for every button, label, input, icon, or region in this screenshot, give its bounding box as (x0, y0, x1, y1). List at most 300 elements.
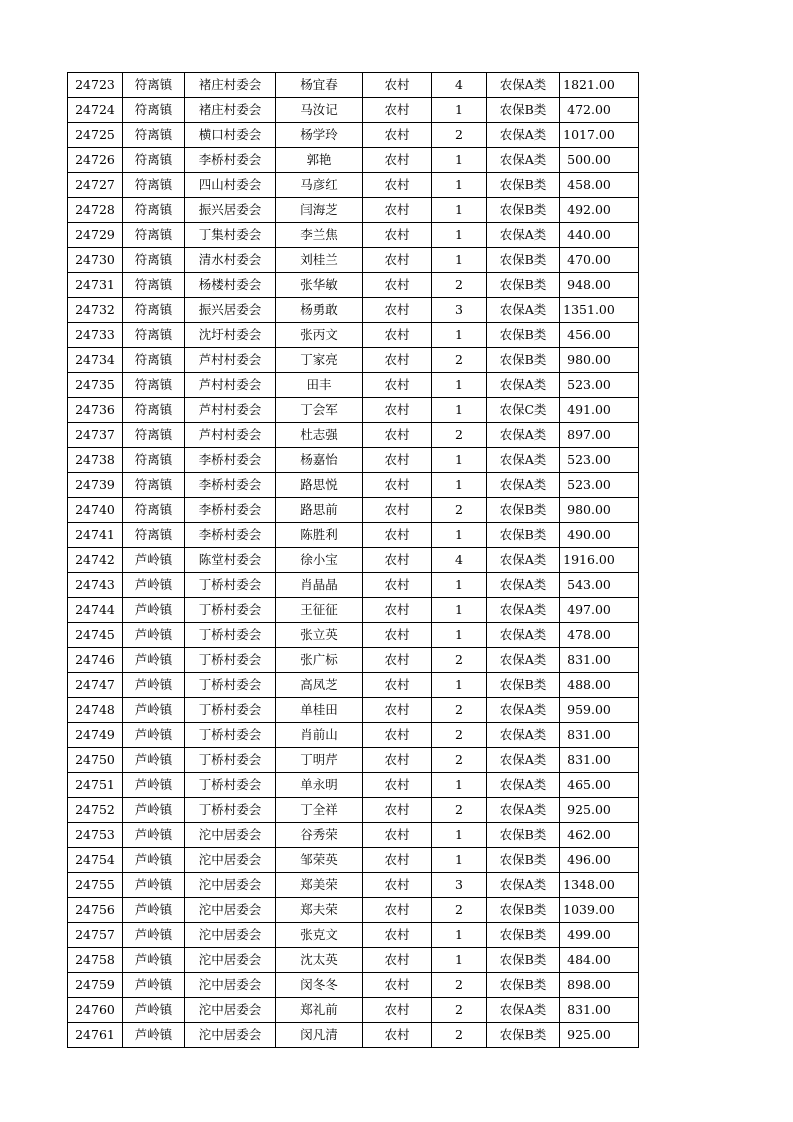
record-id-cell: 24733 (68, 323, 123, 348)
town-cell: 芦岭镇 (123, 723, 185, 748)
table-row (68, 98, 639, 123)
insurance-category-cell: 农保B类 (487, 823, 560, 848)
record-id-cell: 24741 (68, 523, 123, 548)
amount-cell: 497.00 (560, 598, 639, 623)
insurance-category-cell: 农保A类 (487, 423, 560, 448)
village-committee-cell: 丁桥村委会 (185, 573, 276, 598)
town-cell: 符离镇 (123, 223, 185, 248)
amount-cell: 898.00 (560, 973, 639, 998)
insurance-category-cell: 农保A类 (487, 573, 560, 598)
residence-type-cell: 农村 (363, 673, 432, 698)
village-committee-cell: 芦村村委会 (185, 373, 276, 398)
insurance-category-cell: 农保B类 (487, 848, 560, 873)
residence-type-cell: 农村 (363, 523, 432, 548)
person-name-cell: 张广标 (276, 648, 363, 673)
insurance-category-cell: 农保B类 (487, 948, 560, 973)
person-name-cell: 张立英 (276, 623, 363, 648)
person-name-cell: 丁会军 (276, 398, 363, 423)
insurance-category-cell: 农保A类 (487, 448, 560, 473)
table-row (68, 248, 639, 273)
amount-cell: 925.00 (560, 1023, 639, 1048)
amount-cell: 959.00 (560, 698, 639, 723)
record-id-cell: 24739 (68, 473, 123, 498)
town-cell: 芦岭镇 (123, 1023, 185, 1048)
person-name-cell: 闫海芝 (276, 198, 363, 223)
table-row (68, 673, 639, 698)
residence-type-cell: 农村 (363, 398, 432, 423)
insurance-category-cell: 农保B类 (487, 248, 560, 273)
amount-cell: 491.00 (560, 398, 639, 423)
table-row (68, 498, 639, 523)
household-size-cell: 4 (432, 548, 487, 573)
village-committee-cell: 沱中居委会 (185, 923, 276, 948)
village-committee-cell: 李桥村委会 (185, 523, 276, 548)
person-name-cell: 郑礼前 (276, 998, 363, 1023)
insurance-category-cell: 农保A类 (487, 773, 560, 798)
record-id-cell: 24728 (68, 198, 123, 223)
residence-type-cell: 农村 (363, 623, 432, 648)
village-committee-cell: 丁桥村委会 (185, 623, 276, 648)
amount-cell: 1348.00 (560, 873, 639, 898)
person-name-cell: 杨宜春 (276, 73, 363, 98)
table-row (68, 698, 639, 723)
village-committee-cell: 振兴居委会 (185, 198, 276, 223)
residence-type-cell: 农村 (363, 823, 432, 848)
person-name-cell: 刘桂兰 (276, 248, 363, 273)
record-id-cell: 24758 (68, 948, 123, 973)
table-row (68, 898, 639, 923)
record-id-cell: 24724 (68, 98, 123, 123)
household-size-cell: 1 (432, 198, 487, 223)
residence-type-cell: 农村 (363, 173, 432, 198)
table-row (68, 748, 639, 773)
table-row (68, 923, 639, 948)
record-id-cell: 24745 (68, 623, 123, 648)
record-id-cell: 24752 (68, 798, 123, 823)
amount-cell: 458.00 (560, 173, 639, 198)
record-id-cell: 24737 (68, 423, 123, 448)
insurance-category-cell: 农保C类 (487, 398, 560, 423)
amount-cell: 472.00 (560, 98, 639, 123)
table-row (68, 1023, 639, 1048)
person-name-cell: 丁明芹 (276, 748, 363, 773)
insurance-category-cell: 农保A类 (487, 148, 560, 173)
record-id-cell: 24725 (68, 123, 123, 148)
village-committee-cell: 沱中居委会 (185, 1023, 276, 1048)
village-committee-cell: 沱中居委会 (185, 823, 276, 848)
town-cell: 芦岭镇 (123, 973, 185, 998)
amount-cell: 523.00 (560, 473, 639, 498)
village-committee-cell: 丁桥村委会 (185, 798, 276, 823)
record-id-cell: 24731 (68, 273, 123, 298)
person-name-cell: 沈太英 (276, 948, 363, 973)
amount-cell: 499.00 (560, 923, 639, 948)
town-cell: 芦岭镇 (123, 873, 185, 898)
person-name-cell: 张丙文 (276, 323, 363, 348)
village-committee-cell: 丁桥村委会 (185, 773, 276, 798)
amount-cell: 980.00 (560, 348, 639, 373)
amount-cell: 1821.00 (560, 73, 639, 98)
record-id-cell: 24734 (68, 348, 123, 373)
household-size-cell: 2 (432, 898, 487, 923)
record-id-cell: 24759 (68, 973, 123, 998)
insurance-category-cell: 农保B类 (487, 498, 560, 523)
amount-cell: 488.00 (560, 673, 639, 698)
residence-type-cell: 农村 (363, 273, 432, 298)
insurance-category-cell: 农保A类 (487, 298, 560, 323)
amount-cell: 478.00 (560, 623, 639, 648)
village-committee-cell: 褚庄村委会 (185, 73, 276, 98)
household-size-cell: 2 (432, 423, 487, 448)
household-size-cell: 1 (432, 823, 487, 848)
record-id-cell: 24751 (68, 773, 123, 798)
table-row (68, 848, 639, 873)
town-cell: 符离镇 (123, 98, 185, 123)
town-cell: 符离镇 (123, 348, 185, 373)
amount-cell: 462.00 (560, 823, 639, 848)
residence-type-cell: 农村 (363, 223, 432, 248)
town-cell: 符离镇 (123, 248, 185, 273)
village-committee-cell: 丁桥村委会 (185, 698, 276, 723)
record-id-cell: 24761 (68, 1023, 123, 1048)
town-cell: 符离镇 (123, 373, 185, 398)
person-name-cell: 闵冬冬 (276, 973, 363, 998)
person-name-cell: 王征征 (276, 598, 363, 623)
table-row (68, 973, 639, 998)
household-size-cell: 2 (432, 723, 487, 748)
table-row (68, 623, 639, 648)
town-cell: 芦岭镇 (123, 923, 185, 948)
residence-type-cell: 农村 (363, 948, 432, 973)
village-committee-cell: 四山村委会 (185, 173, 276, 198)
insurance-category-cell: 农保A类 (487, 873, 560, 898)
residence-type-cell: 农村 (363, 573, 432, 598)
insurance-category-cell: 农保B类 (487, 898, 560, 923)
household-size-cell: 1 (432, 923, 487, 948)
household-size-cell: 1 (432, 623, 487, 648)
amount-cell: 831.00 (560, 748, 639, 773)
residence-type-cell: 农村 (363, 123, 432, 148)
person-name-cell: 马彦红 (276, 173, 363, 198)
household-size-cell: 1 (432, 248, 487, 273)
amount-cell: 831.00 (560, 723, 639, 748)
person-name-cell: 单永明 (276, 773, 363, 798)
person-name-cell: 郑夫荣 (276, 898, 363, 923)
person-name-cell: 田丰 (276, 373, 363, 398)
record-id-cell: 24727 (68, 173, 123, 198)
household-size-cell: 2 (432, 123, 487, 148)
town-cell: 符离镇 (123, 73, 185, 98)
amount-cell: 1916.00 (560, 548, 639, 573)
town-cell: 符离镇 (123, 423, 185, 448)
person-name-cell: 闵凡清 (276, 1023, 363, 1048)
household-size-cell: 2 (432, 273, 487, 298)
amount-cell: 496.00 (560, 848, 639, 873)
insurance-category-cell: 农保A类 (487, 73, 560, 98)
table-row (68, 573, 639, 598)
record-id-cell: 24757 (68, 923, 123, 948)
town-cell: 符离镇 (123, 323, 185, 348)
table-row (68, 423, 639, 448)
town-cell: 芦岭镇 (123, 648, 185, 673)
table-row (68, 473, 639, 498)
table-row (68, 298, 639, 323)
town-cell: 芦岭镇 (123, 948, 185, 973)
record-id-cell: 24742 (68, 548, 123, 573)
person-name-cell: 徐小宝 (276, 548, 363, 573)
amount-cell: 1017.00 (560, 123, 639, 148)
village-committee-cell: 沱中居委会 (185, 948, 276, 973)
person-name-cell: 张克文 (276, 923, 363, 948)
person-name-cell: 高凤芝 (276, 673, 363, 698)
record-id-cell: 24726 (68, 148, 123, 173)
amount-cell: 465.00 (560, 773, 639, 798)
village-committee-cell: 陈堂村委会 (185, 548, 276, 573)
household-size-cell: 2 (432, 648, 487, 673)
insurance-category-cell: 农保B类 (487, 273, 560, 298)
town-cell: 芦岭镇 (123, 823, 185, 848)
town-cell: 符离镇 (123, 298, 185, 323)
person-name-cell: 郭艳 (276, 148, 363, 173)
household-size-cell: 2 (432, 1023, 487, 1048)
village-committee-cell: 丁桥村委会 (185, 673, 276, 698)
village-committee-cell: 沱中居委会 (185, 873, 276, 898)
residence-type-cell: 农村 (363, 448, 432, 473)
record-id-cell: 24743 (68, 573, 123, 598)
village-committee-cell: 沱中居委会 (185, 848, 276, 873)
town-cell: 芦岭镇 (123, 598, 185, 623)
village-committee-cell: 丁桥村委会 (185, 648, 276, 673)
town-cell: 芦岭镇 (123, 848, 185, 873)
table-row (68, 598, 639, 623)
record-id-cell: 24749 (68, 723, 123, 748)
town-cell: 符离镇 (123, 473, 185, 498)
village-committee-cell: 芦村村委会 (185, 423, 276, 448)
household-size-cell: 3 (432, 298, 487, 323)
insurance-category-cell: 农保B类 (487, 323, 560, 348)
table-row (68, 948, 639, 973)
person-name-cell: 肖前山 (276, 723, 363, 748)
household-size-cell: 1 (432, 448, 487, 473)
person-name-cell: 肖晶晶 (276, 573, 363, 598)
village-committee-cell: 李桥村委会 (185, 473, 276, 498)
household-size-cell: 1 (432, 573, 487, 598)
household-size-cell: 1 (432, 948, 487, 973)
insurance-category-cell: 农保A类 (487, 623, 560, 648)
table-row (68, 198, 639, 223)
person-name-cell: 丁家亮 (276, 348, 363, 373)
household-size-cell: 1 (432, 148, 487, 173)
amount-cell: 456.00 (560, 323, 639, 348)
person-name-cell: 杨嘉怡 (276, 448, 363, 473)
person-name-cell: 郑美荣 (276, 873, 363, 898)
residence-type-cell: 农村 (363, 698, 432, 723)
residence-type-cell: 农村 (363, 98, 432, 123)
residence-type-cell: 农村 (363, 323, 432, 348)
town-cell: 符离镇 (123, 498, 185, 523)
amount-cell: 831.00 (560, 648, 639, 673)
village-committee-cell: 杨楼村委会 (185, 273, 276, 298)
residence-type-cell: 农村 (363, 298, 432, 323)
residence-type-cell: 农村 (363, 198, 432, 223)
person-name-cell: 路思悦 (276, 473, 363, 498)
table-row (68, 448, 639, 473)
residence-type-cell: 农村 (363, 348, 432, 373)
person-name-cell: 陈胜利 (276, 523, 363, 548)
table-row (68, 73, 639, 98)
household-size-cell: 2 (432, 348, 487, 373)
record-id-cell: 24748 (68, 698, 123, 723)
household-size-cell: 1 (432, 673, 487, 698)
insurance-category-cell: 农保A类 (487, 473, 560, 498)
residence-type-cell: 农村 (363, 873, 432, 898)
village-committee-cell: 丁桥村委会 (185, 723, 276, 748)
table-row (68, 998, 639, 1023)
residence-type-cell: 农村 (363, 898, 432, 923)
table-row (68, 148, 639, 173)
amount-cell: 492.00 (560, 198, 639, 223)
residence-type-cell: 农村 (363, 998, 432, 1023)
village-committee-cell: 横口村委会 (185, 123, 276, 148)
town-cell: 芦岭镇 (123, 998, 185, 1023)
household-size-cell: 1 (432, 773, 487, 798)
amount-cell: 1039.00 (560, 898, 639, 923)
record-id-cell: 24732 (68, 298, 123, 323)
person-name-cell: 张华敏 (276, 273, 363, 298)
record-id-cell: 24754 (68, 848, 123, 873)
household-size-cell: 1 (432, 373, 487, 398)
town-cell: 符离镇 (123, 173, 185, 198)
table-row (68, 723, 639, 748)
residence-type-cell: 农村 (363, 548, 432, 573)
table-row (68, 798, 639, 823)
record-id-cell: 24735 (68, 373, 123, 398)
insurance-category-cell: 农保A类 (487, 373, 560, 398)
amount-cell: 523.00 (560, 373, 639, 398)
town-cell: 芦岭镇 (123, 573, 185, 598)
amount-cell: 484.00 (560, 948, 639, 973)
insurance-category-cell: 农保B类 (487, 98, 560, 123)
town-cell: 芦岭镇 (123, 748, 185, 773)
insurance-category-cell: 农保B类 (487, 673, 560, 698)
residence-type-cell: 农村 (363, 973, 432, 998)
insurance-category-cell: 农保A类 (487, 223, 560, 248)
household-size-cell: 2 (432, 798, 487, 823)
residence-type-cell: 农村 (363, 498, 432, 523)
person-name-cell: 丁全祥 (276, 798, 363, 823)
household-size-cell: 1 (432, 523, 487, 548)
amount-cell: 490.00 (560, 523, 639, 548)
household-size-cell: 1 (432, 323, 487, 348)
person-name-cell: 杨勇敢 (276, 298, 363, 323)
table-row (68, 873, 639, 898)
person-name-cell: 李兰焦 (276, 223, 363, 248)
residence-type-cell: 农村 (363, 473, 432, 498)
record-id-cell: 24738 (68, 448, 123, 473)
record-id-cell: 24756 (68, 898, 123, 923)
insurance-category-cell: 农保A类 (487, 648, 560, 673)
record-id-cell: 24744 (68, 598, 123, 623)
amount-cell: 1351.00 (560, 298, 639, 323)
household-size-cell: 2 (432, 498, 487, 523)
residence-type-cell: 农村 (363, 598, 432, 623)
village-committee-cell: 丁桥村委会 (185, 598, 276, 623)
town-cell: 芦岭镇 (123, 673, 185, 698)
amount-cell: 470.00 (560, 248, 639, 273)
insurance-category-cell: 农保A类 (487, 698, 560, 723)
town-cell: 符离镇 (123, 398, 185, 423)
table-row (68, 648, 639, 673)
village-committee-cell: 沱中居委会 (185, 973, 276, 998)
amount-cell: 440.00 (560, 223, 639, 248)
insurance-category-cell: 农保B类 (487, 173, 560, 198)
insurance-category-cell: 农保B类 (487, 923, 560, 948)
record-id-cell: 24747 (68, 673, 123, 698)
person-name-cell: 杨学玲 (276, 123, 363, 148)
village-committee-cell: 丁集村委会 (185, 223, 276, 248)
household-size-cell: 4 (432, 73, 487, 98)
record-id-cell: 24746 (68, 648, 123, 673)
table-row (68, 823, 639, 848)
insurance-category-cell: 农保A类 (487, 123, 560, 148)
residence-type-cell: 农村 (363, 848, 432, 873)
residence-type-cell: 农村 (363, 773, 432, 798)
household-size-cell: 1 (432, 173, 487, 198)
person-name-cell: 邹荣英 (276, 848, 363, 873)
town-cell: 符离镇 (123, 448, 185, 473)
village-committee-cell: 丁桥村委会 (185, 748, 276, 773)
town-cell: 芦岭镇 (123, 623, 185, 648)
record-id-cell: 24729 (68, 223, 123, 248)
record-id-cell: 24755 (68, 873, 123, 898)
table-row (68, 273, 639, 298)
insurance-category-cell: 农保B类 (487, 348, 560, 373)
town-cell: 符离镇 (123, 273, 185, 298)
village-committee-cell: 清水村委会 (185, 248, 276, 273)
residence-type-cell: 农村 (363, 648, 432, 673)
village-committee-cell: 振兴居委会 (185, 298, 276, 323)
town-cell: 芦岭镇 (123, 773, 185, 798)
amount-cell: 523.00 (560, 448, 639, 473)
household-size-cell: 2 (432, 698, 487, 723)
village-committee-cell: 沱中居委会 (185, 898, 276, 923)
amount-cell: 925.00 (560, 798, 639, 823)
village-committee-cell: 褚庄村委会 (185, 98, 276, 123)
residence-type-cell: 农村 (363, 73, 432, 98)
household-size-cell: 2 (432, 973, 487, 998)
residence-type-cell: 农村 (363, 423, 432, 448)
record-id-cell: 24753 (68, 823, 123, 848)
residence-type-cell: 农村 (363, 1023, 432, 1048)
village-committee-cell: 李桥村委会 (185, 498, 276, 523)
person-name-cell: 马汝记 (276, 98, 363, 123)
table-row (68, 548, 639, 573)
person-name-cell: 单桂田 (276, 698, 363, 723)
record-id-cell: 24740 (68, 498, 123, 523)
town-cell: 芦岭镇 (123, 698, 185, 723)
village-committee-cell: 芦村村委会 (185, 348, 276, 373)
insurance-category-cell: 农保B类 (487, 198, 560, 223)
amount-cell: 831.00 (560, 998, 639, 1023)
residence-type-cell: 农村 (363, 748, 432, 773)
person-name-cell: 谷秀荣 (276, 823, 363, 848)
town-cell: 芦岭镇 (123, 548, 185, 573)
household-size-cell: 1 (432, 598, 487, 623)
household-size-cell: 3 (432, 873, 487, 898)
record-id-cell: 24723 (68, 73, 123, 98)
insurance-category-cell: 农保B类 (487, 1023, 560, 1048)
amount-cell: 500.00 (560, 148, 639, 173)
